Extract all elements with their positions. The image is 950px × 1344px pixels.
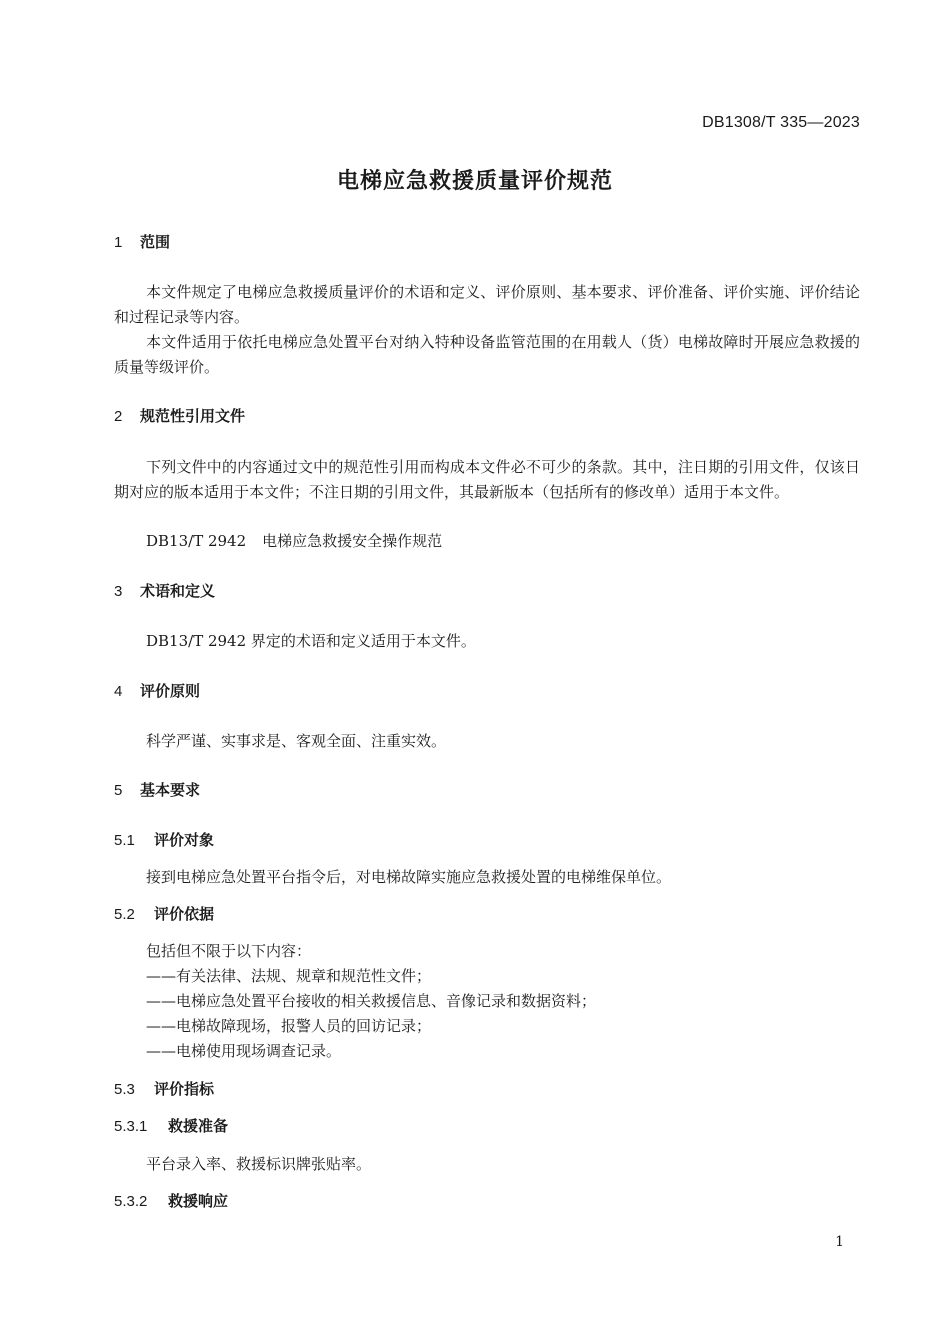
- section-title: 评价原则: [140, 682, 201, 700]
- subsection-heading-5-3: [114, 1079, 214, 1100]
- subsection-title: 评价依据: [154, 905, 215, 923]
- subsection-title: 评价对象: [154, 831, 215, 849]
- subsection-number: 5.3.2: [114, 1193, 148, 1210]
- section-title: 基本要求: [140, 781, 201, 799]
- subsection-title: 评价指标: [154, 1080, 215, 1098]
- reference-code: DB13/T 2942: [146, 532, 247, 550]
- section-title: 规范性引用文件: [140, 407, 246, 425]
- section-heading-4: [114, 681, 200, 702]
- subsection-heading-5-2: [114, 904, 214, 925]
- section-number: 5: [114, 782, 123, 799]
- page-number: 1: [835, 1234, 844, 1250]
- subsection-heading-5-1: [114, 830, 214, 851]
- subsection-title: 救援响应: [168, 1192, 229, 1210]
- reference-title: 电梯应急救援安全操作规范: [262, 532, 443, 550]
- section-number: 2: [114, 408, 123, 425]
- principles-paragraph: 科学严谨、实事求是、客观全面、注重实效。: [146, 732, 447, 750]
- list-item: ——电梯故障现场，报警人员的回访记录；: [146, 1017, 432, 1035]
- reference-entry: [146, 531, 442, 551]
- list-item: ——电梯应急处置平台接收的相关救援信息、音像记录和数据资料；: [146, 992, 597, 1010]
- section-number: 4: [114, 683, 123, 700]
- evaluation-object-paragraph: 接到电梯应急处置平台指令后，对电梯故障实施应急救援处置的电梯维保单位。: [146, 868, 672, 886]
- subsection-number: 5.3: [114, 1081, 135, 1098]
- section-heading-2: [114, 406, 245, 427]
- subsection-number: 5.2: [114, 906, 135, 923]
- section-heading-1: [114, 232, 170, 253]
- subsection-heading-5-3-2: [114, 1191, 228, 1212]
- section-heading-5: [114, 780, 200, 801]
- terms-paragraph: DB13/T 2942 界定的术语和定义适用于本文件。: [146, 632, 476, 650]
- list-item: ——电梯使用现场调查记录。: [146, 1042, 342, 1060]
- section-number: 1: [114, 234, 123, 251]
- subsection-number: 5.1: [114, 832, 135, 849]
- section-heading-3: [114, 581, 215, 602]
- document-title: 电梯应急救援质量评价规范: [336, 169, 613, 194]
- evaluation-basis-intro: 包括但不限于以下内容：: [146, 942, 312, 960]
- scope-paragraph-1: 本文件规定了电梯应急救援质量评价的术语和定义、评价原则、基本要求、评价准备、评价实施、评价结论和过程记录等内容。: [114, 283, 860, 326]
- subsection-number: 5.3.1: [114, 1118, 148, 1135]
- rescue-preparation-paragraph: 平台录入率、救援标识牌张贴率。: [146, 1155, 372, 1173]
- list-item: ——有关法律、法规、规章和规范性文件；: [146, 967, 432, 985]
- standard-code: DB1308/T 335—2023: [702, 114, 860, 131]
- section-title: 术语和定义: [140, 582, 216, 600]
- subsection-title: 救援准备: [168, 1117, 229, 1135]
- subsection-heading-5-3-1: [114, 1116, 228, 1137]
- scope-paragraph-2: 本文件适用于依托电梯应急处置平台对纳入特种设备监管范围的在用载人（货）电梯故障时开展应急救援的质量等级评价。: [114, 333, 860, 376]
- section-number: 3: [114, 583, 123, 600]
- normative-references-paragraph: 下列文件中的内容通过文中的规范性引用而构成本文件必不可少的条款。其中，注日期的引用文件，仅该日期对应的版本适用于本文件；不注日期的引用文件，其最新版本（包括所有的修改单）适用于本文件。: [114, 458, 860, 501]
- section-title: 范围: [140, 233, 171, 251]
